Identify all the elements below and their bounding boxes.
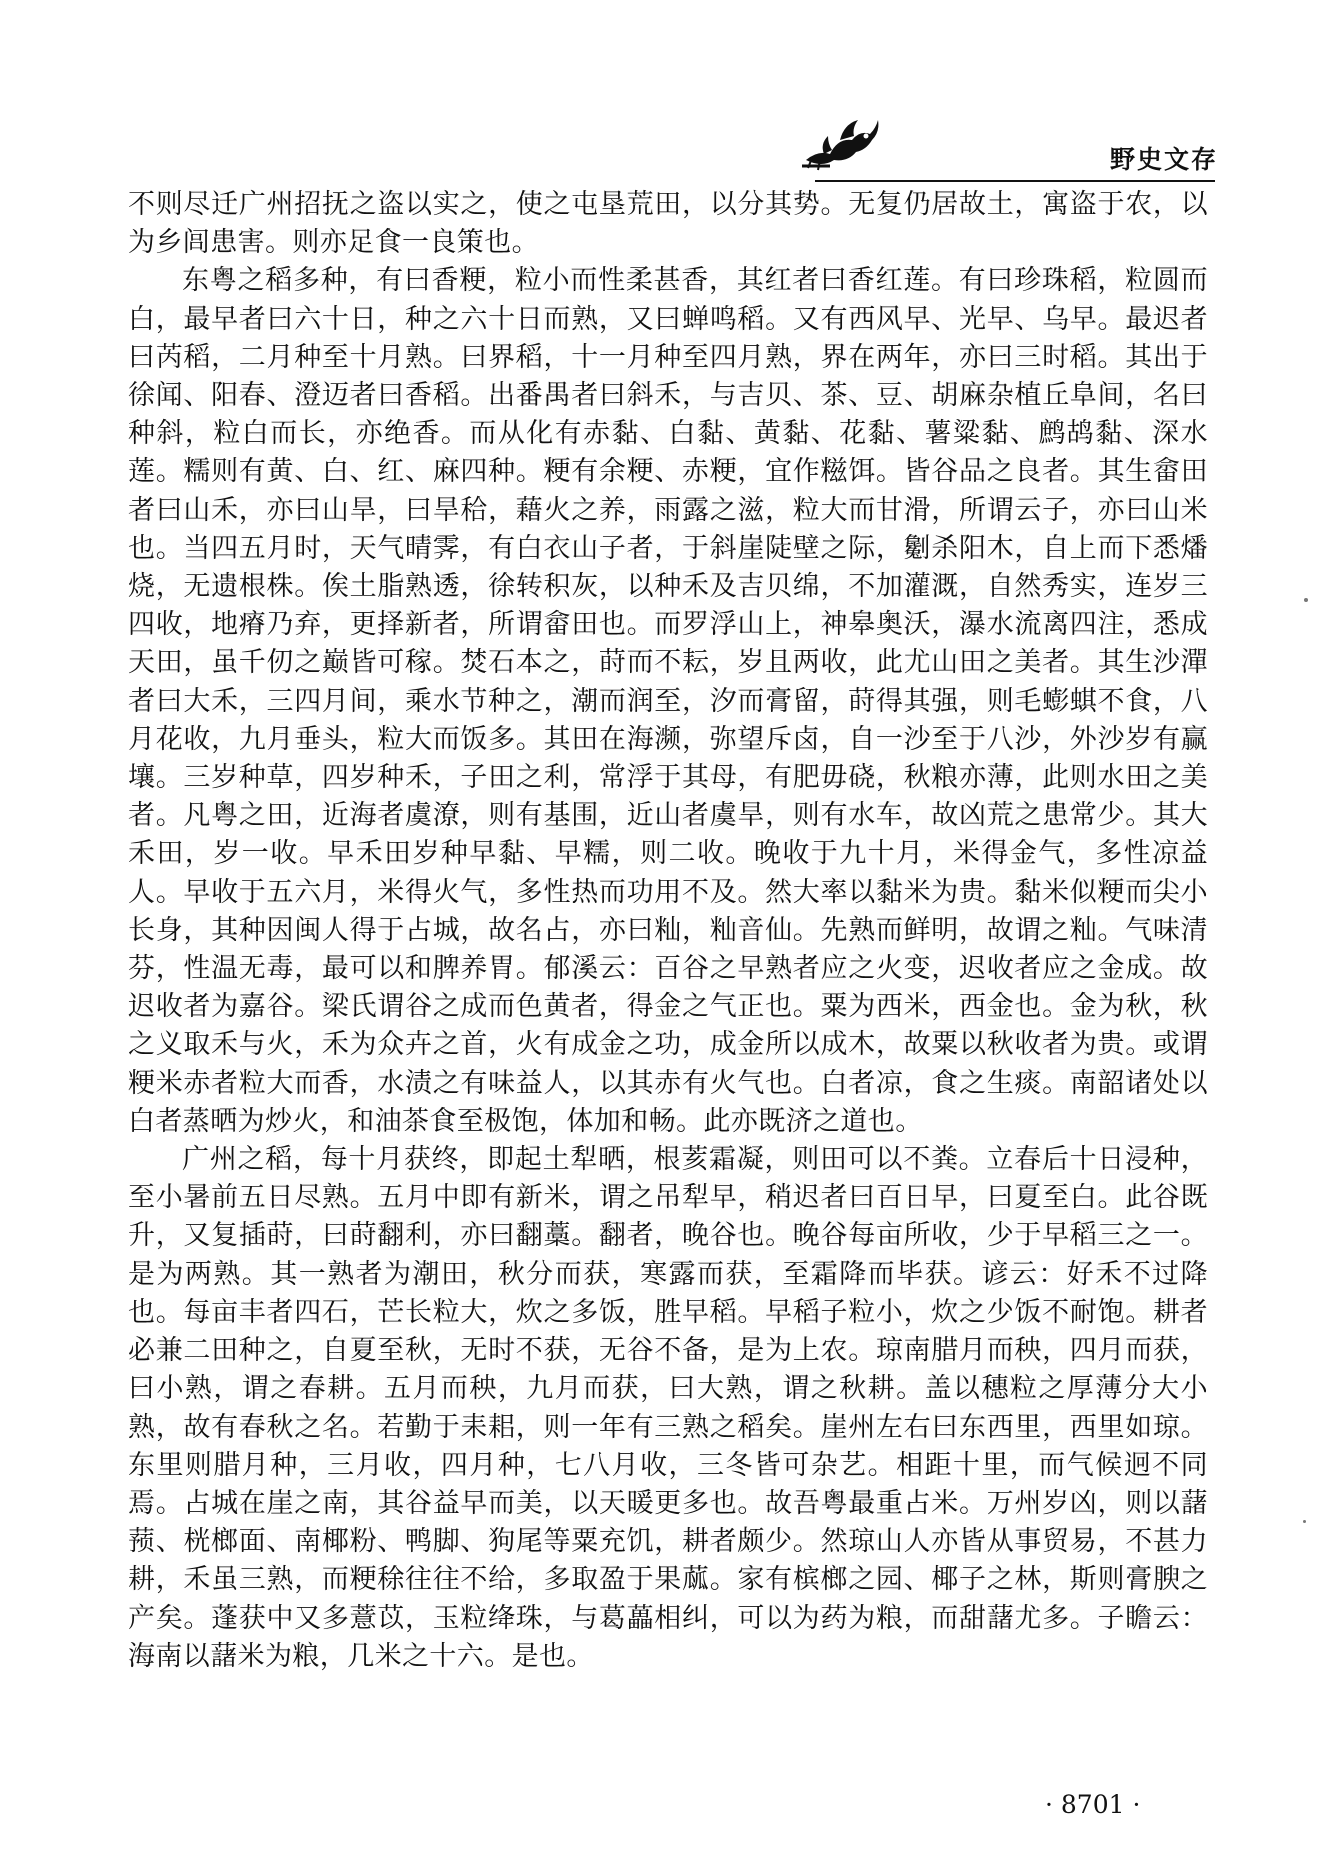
paragraph-continuation: 不则尽迁广州招抚之盗以实之，使之屯垦荒田，以分其势。无复仍居故土，寓盗于农，以为乡闾患害。则亦足食一良策也。 [128,189,1208,259]
page-number: · 8701 · [1045,1790,1141,1819]
paragraph-guangzhou-rice: 广州之稻，每十月获终，即起土犁晒，根荄霜凝，则田可以不粪。立春后十日浸种，至小暑前五日尽熟。五月中即有新米，谓之吊犁早，稍迟者曰百日早，曰夏至白。此谷既升，又复插莳，曰莳翻利，亦曰翻藁。翻者，晚谷也。晚谷每亩所收，少于早稻三之一。是为两熟。其一熟者为潮田，秋分而获，寒露而获，至霜降而毕获。谚云：好禾不过降也。每亩丰者四石，芒长粒大，炊之多饭，胜早稻。早稻子粒小，炊之少饭不耐饱。耕者必兼二田种之，自夏至秋，无时不获，无谷不备，是为上农。琼南腊月而秧，四月而获，曰小熟，谓之春耕。五月而秧，九月而获，曰大熟，谓之秋耕。盖以穗粒之厚薄分大小熟，故有春秋之名。若勤于耒耜，则一年有三熟之稻矣。崖州左右曰东西里，西里如琼。东里则腊月种，三月收，四月种，七八月收，三冬皆可杂艺。相距十里，而气候迥不同焉。占城在崖之南，其谷益早而美，以天暖更多也。故吾粤最重占米。万州岁凶，则以藷蓣、桄榔面、南椰粉、鸭脚、狗尾等粟充饥，耕者颇少。然琼山人亦皆从事贸易，不甚力耕，禾虽三熟，而粳稌往往不给，多取盈于果蓏。家有槟榔之园、椰子之林，斯则膏腴之产矣。蓬获中又多薏苡，玉粒绛珠，与葛藟相纠，可以为药为粮，而甜藷尤多。子瞻云：海南以藷米为粮，几米之十六。是也。 [128,1144,1208,1672]
running-header-title: 野史文存 [1110,145,1219,174]
main-body [128,186,1208,1676]
scan-speck [1303,1520,1306,1523]
header-divider [815,180,1215,182]
scan-speck [1304,598,1308,602]
paragraph-dongyue-rice: 东粤之稻多种，有曰香粳，粒小而性柔甚香，其红者曰香红莲。有曰珍珠稻，粒圆而白，最早者曰六十日，种之六十日而熟，又曰蝉鸣稻。又有西风早、光早、乌早。最迟者曰芮稻，二月种至十月熟。曰界稻，十一月种至四月熟，界在两年，亦曰三时稻。其出于徐闻、阳春、澄迈者曰香稻。出番禺者曰斜禾，与吉贝、茶、豆、胡麻杂植丘阜间，名曰种斜，粒白而长，亦绝香。而从化有赤黏、白黏、黄黏、花黏、薯粱黏、鹧鸪黏、深水莲。糯则有黄、白、红、麻四种。粳有余粳、赤粳，宜作糍饵。皆谷品之良者。其生畲田者曰山禾，亦曰山旱，曰旱秴，藉火之养，雨露之滋，粒大而甘滑，所谓云子，亦曰山米也。当四五月时，天气晴霁，有白衣山子者，于斜崖陡壁之际，劖杀阳木，自上而下悉燔烧，无遗根株。俟土脂熟透，徐转积灰，以种禾及吉贝绵，不加灌溉，自然秀实，连岁三四收，地瘠乃弃，更择新者，所谓畲田也。而罗浮山上，神皋奥沃，瀑水流离四注，悉成天田，虽千仞之巅皆可稼。焚石本之，莳而不耘，岁且两收，此尤山田之美者。其生沙潬者曰大禾，三四月间，乘水节种之，潮而润至，汐而膏留，莳得其强，则毛蟛蜞不食，八月花收，九月垂头，粒大而饭多。其田在海濒，弥望斥卤，自一沙至于八沙，外沙岁有赢壤。三岁种草，四岁种禾，子田之利，常浮于其母，有肥毋硗，秋粮亦薄，此则水田之美者。凡粤之田，近海者虞潦，则有基围，近山者虞旱，则有水车，故凶荒之患常少。其大禾田，岁一收。早禾田岁种早黏、早糯，则二收。晚收于九十月，米得金气，多性凉益人。早收于五六月，米得火气，多性热而功用不及。然大率以黏米为贵。黏米似粳而尖小长身，其种因闽人得于占城，故名占，亦曰籼，籼音仙。先熟而鲜明，故谓之籼。气味清芬，性温无毒，最可以和脾养胃。郁溪云：百谷之早熟者应之火变，迟收者应之金成。故迟收者为嘉谷。梁氏谓谷之成而色黄者，得金之气正也。粟为西米，西金也。金为秋，秋之义取禾与火，禾为众卉之首，火有成金之功，成金所以成木，故粟以秋收者为贵。或谓粳米赤者粒大而香，水渍之有味益人，以其赤有火气也。白者凉，食之生痰。南韶诸处以白者蒸晒为炒火，和油茶食至极饱，体加和畅。此亦既济之道也。 [128,265,1208,1137]
dragon-emblem-icon [800,110,882,172]
